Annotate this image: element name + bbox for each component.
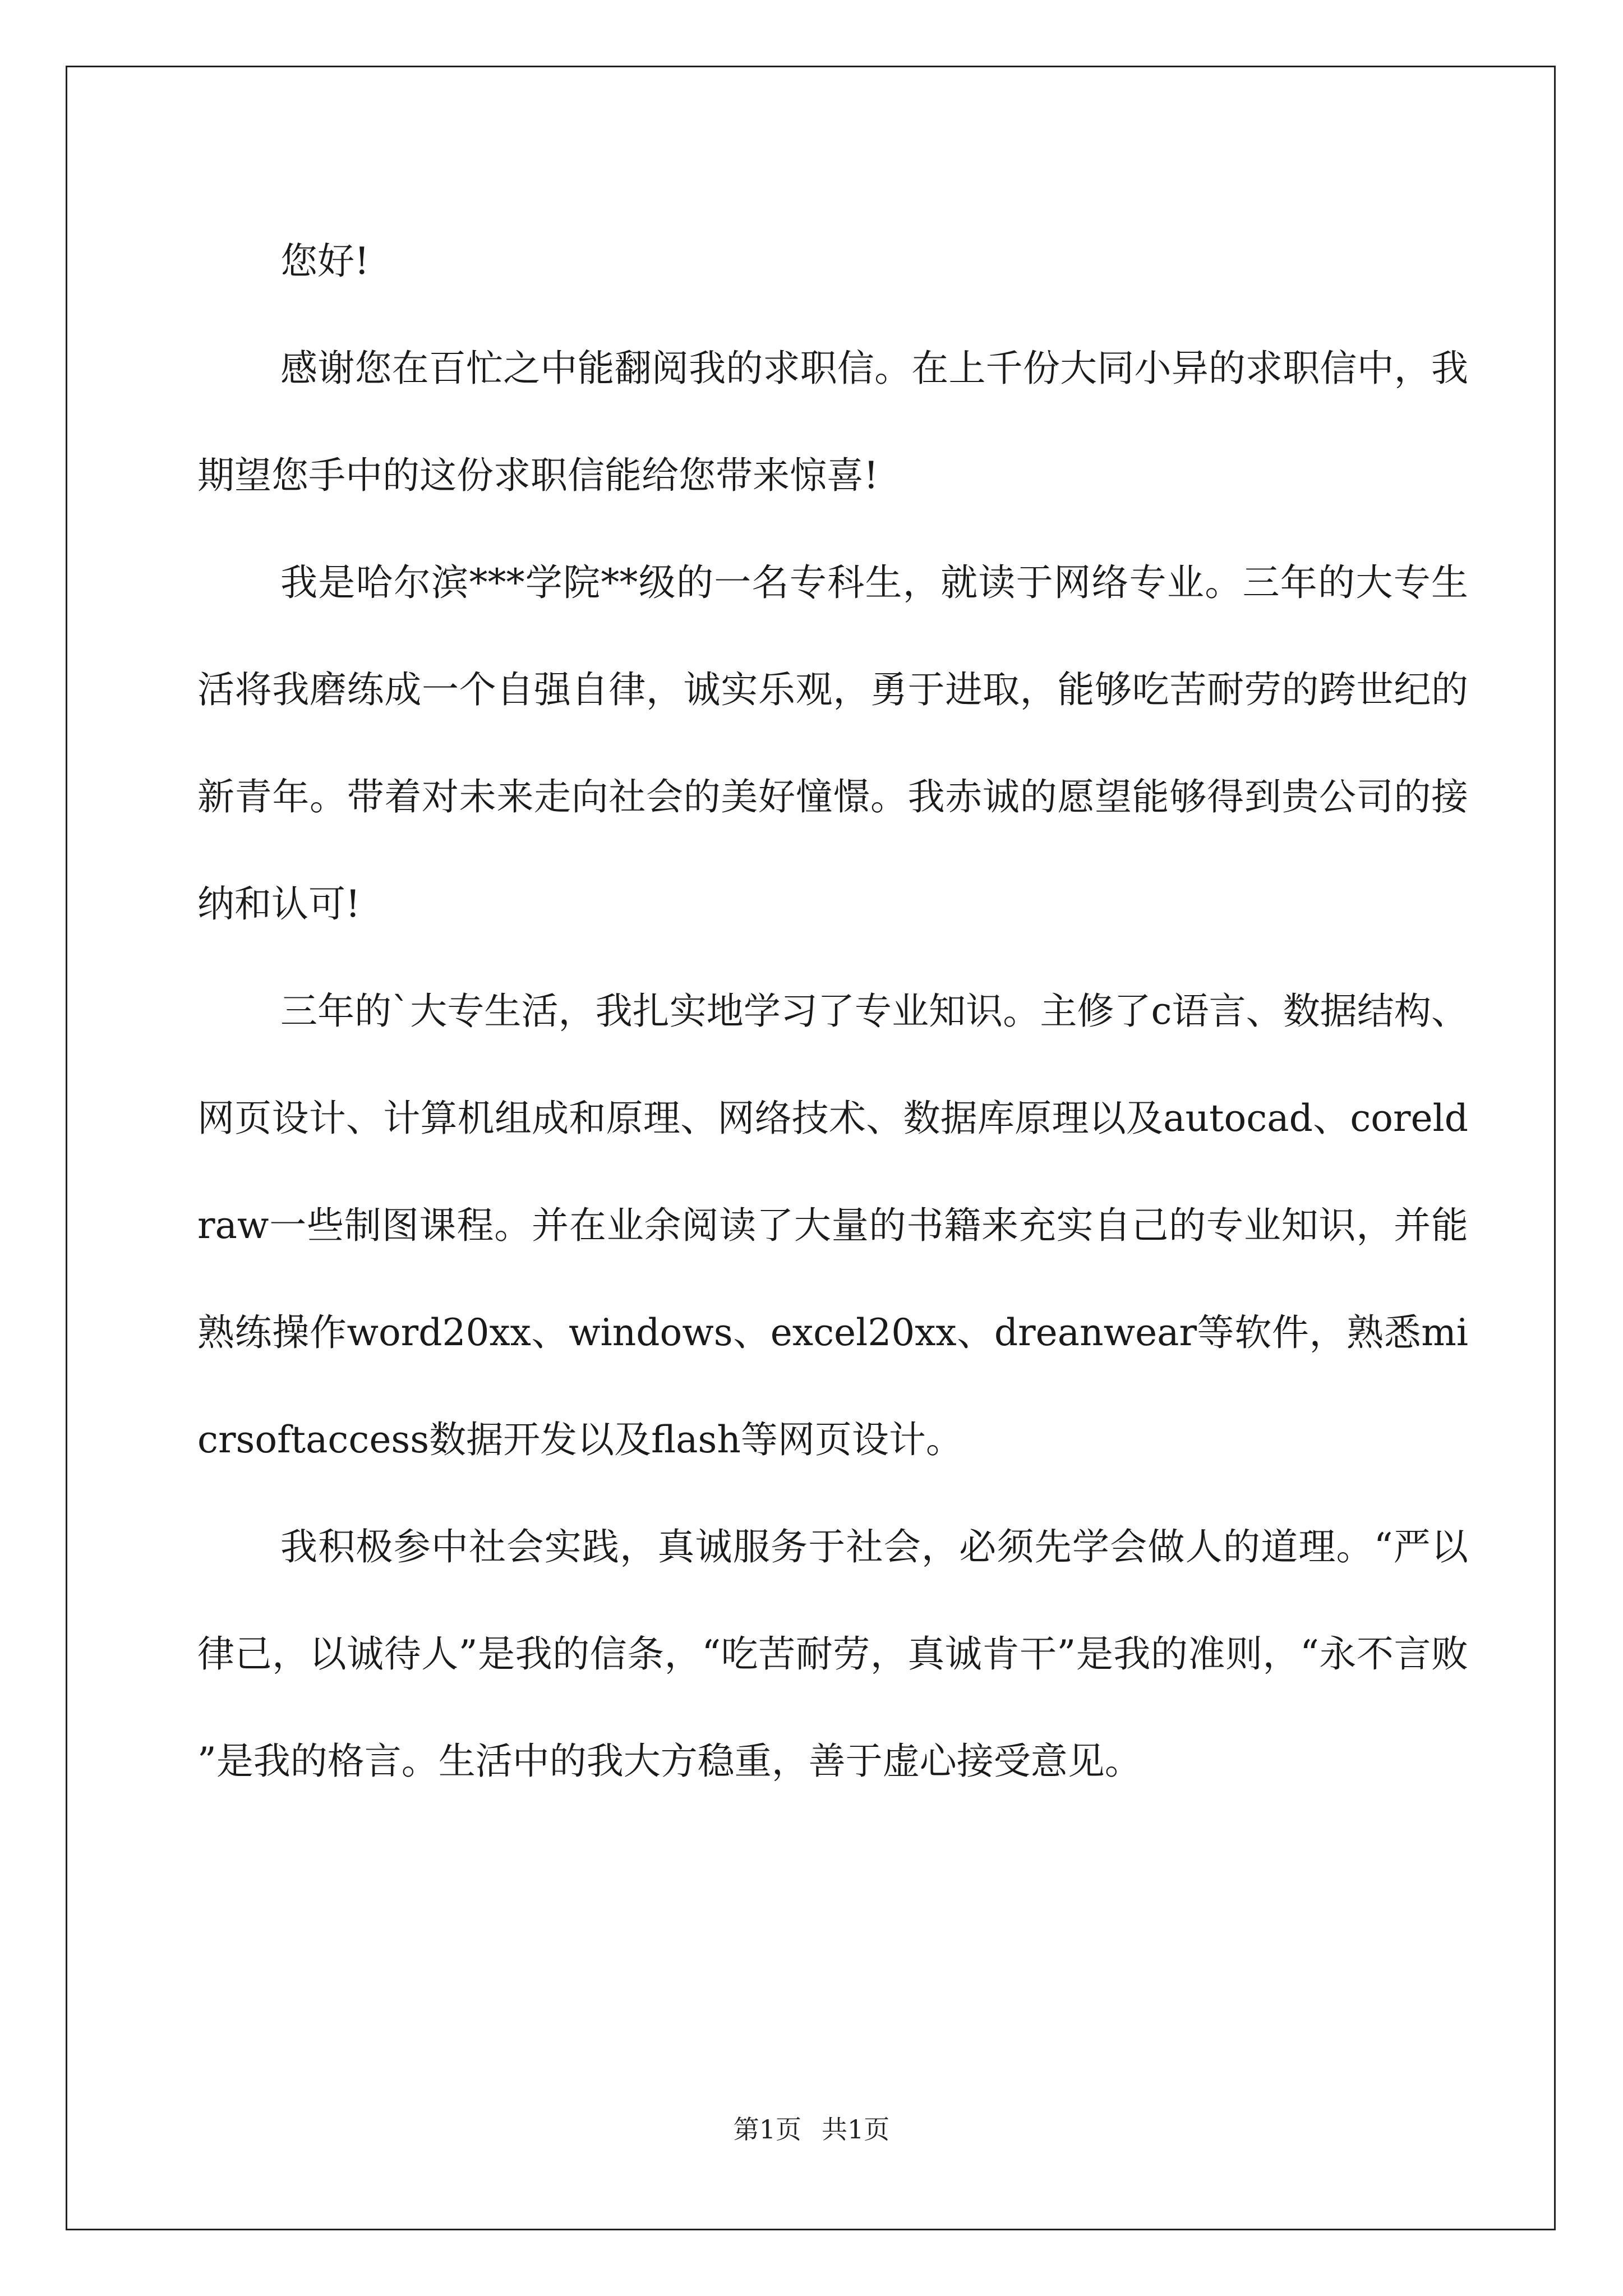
letter-greeting: 您好! [280, 240, 370, 283]
letter-paragraph: 我是哈尔滨***学院**级的一名专科生，就读于网络专业。三年的大专生活将我磨练成一个自强自律，诚实乐观，勇于进取，能够吃苦耐劳的跨世纪的新青年。带着对未来走向社会的美好憧憬。我赤诚的愿望能够得到贵公司的接纳和认可! [197, 561, 1468, 926]
letter-paragraph: 我积极参中社会实践，真诚服务于社会，必须先学会做人的道理。“严以律己，以诚待人”是我的信条，“吃苦耐劳，真诚肯干”是我的准则，“永不言败”是我的格言。生活中的我大方稳重，善于虚心接受意见。 [197, 1525, 1468, 1783]
letter-paragraph: 三年的`大专生活，我扎实地学习了专业知识。主修了c语言、数据结构、网页设计、计算机组成和原理、网络技术、数据库原理以及autocad、coreldraw一些制图课程。并在业余阅读了大量的书籍来充实自己的专业知识，并能熟练操作word20xx、windows、excel20xx、dreanwear等软件，熟悉micrsoftaccess数据开发以及flash等网页设计。 [197, 990, 1468, 1461]
letter-body [197, 208, 1468, 1815]
page-footer [0, 2109, 1623, 2146]
letter-paragraph: 感谢您在百忙之中能翻阅我的求职信。在上千份大同小异的求职信中，我期望您手中的这份求职信能给您带来惊喜! [197, 347, 1468, 497]
page-number: 第1页 [733, 2114, 801, 2145]
page-total: 共1页 [822, 2114, 890, 2145]
